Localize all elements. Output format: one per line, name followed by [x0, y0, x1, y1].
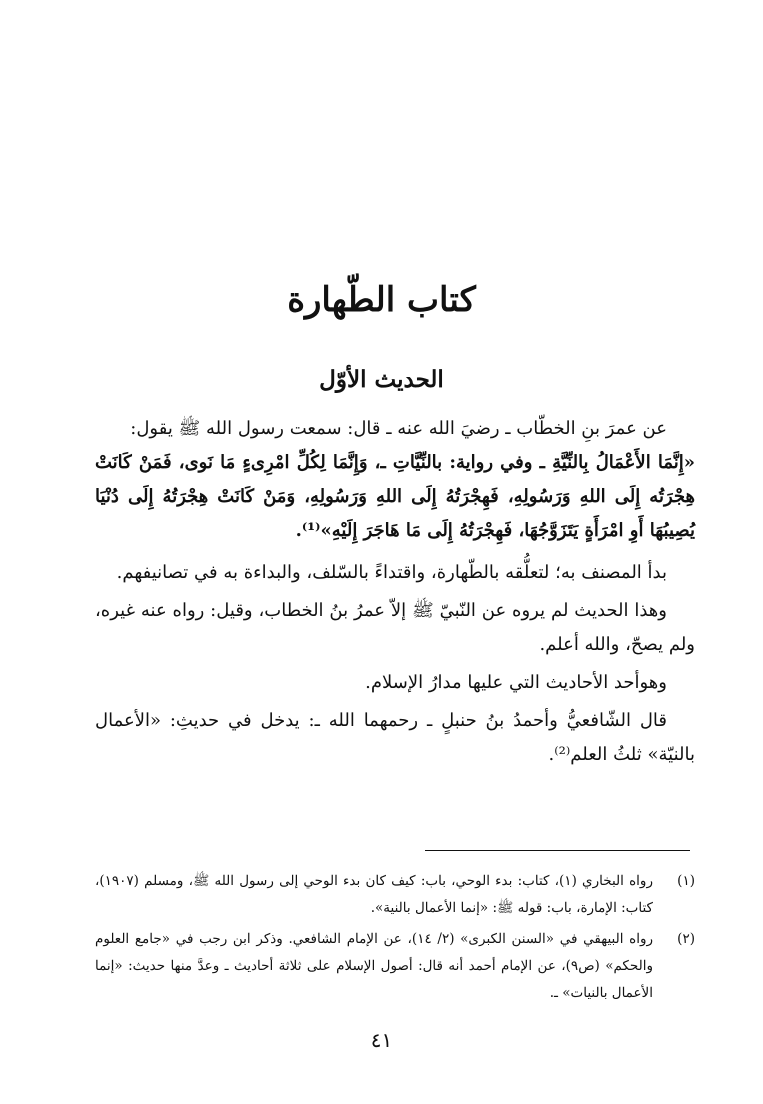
paragraph-1: بدأ المصنف به؛ لتعلُّقه بالطّهارة، واقتداءً بالسّلف، والبداءة به في تصانيفهم.	[116, 562, 667, 583]
footnote-1	[95, 868, 695, 922]
footnote-text: رواه البيهقي في «السنن الكبرى» (٢/ ١٤)، عن الإمام الشافعي. وذكر ابن رجب في «جامع العلوم والحكم» (ص٩)، عن الإمام أحمد أنه قال: أصول الإسلام على ثلاثة أحاديث ـ وعدَّ منها حديث: «إنما الأعمال بالنيات» ـ.	[95, 931, 654, 1001]
main-body	[95, 412, 695, 776]
paragraph-4: قال الشّافعيُّ وأحمدُ بنُ حنبلٍ ـ رحمهما الله ـ: يدخل في حديثِ: «الأعمال بالنيّة» ثلثُ العلم⁽²⁾.	[95, 710, 695, 765]
footnote-2	[95, 926, 695, 1007]
paragraph-2: وهذا الحديث لم يروه عن النّبيّ ﷺ إلاّ عمرُ بنُ الخطاب، وقيل: رواه عنه غيره، ولم يصحّ، والله أعلم.	[95, 600, 695, 655]
book-title: كتاب الطّهارة	[287, 280, 476, 320]
footnote-divider	[425, 850, 690, 851]
paragraph-3: وهوأحد الأحاديث التي عليها مدارُ الإسلام.	[365, 672, 667, 693]
footnote-number: (١)	[677, 873, 695, 889]
footnote-number: (٢)	[677, 931, 695, 947]
narrator-line: عن عمرَ بنِ الخطّاب ـ رضيَ الله عنه ـ قال: سمعت رسول الله ﷺ يقول:	[130, 418, 667, 439]
hadith-text: «إِنَّمَا الأَعْمَالُ بِالنِّيَّةِ ـ وفي رواية: بالنِّيَّاتِ ـ، وَإِنَّمَا لِكُلِّ امْرِىءٍ مَا نَوى، فَمَنْ كَانَتْ هِجْرَتُه إِلَى اللهِ وَرَسُولِهِ، فَهِجْرَتُهُ إِلَى اللهِ وَرَسُولِهِ، وَمَنْ كَانَتْ هِجْرَتُهُ إِلَى دُنْيَا يُصِيبُهَا أَوِ امْرَأَةٍ يَتَزَوَّجُهَا، فَهِجْرَتُهُ إِلَى مَا هَاجَرَ إِلَيْهِ»⁽¹⁾.	[95, 452, 695, 541]
footnotes	[95, 868, 695, 1011]
page-number: ٤١	[370, 1028, 393, 1052]
hadith-heading: الحديث الأوّل	[319, 366, 444, 393]
footnote-text: رواه البخاري (١)، كتاب: بدء الوحي، باب: كيف كان بدء الوحي إلى رسول الله ﷺ، ومسلم (١٩٠٧)، كتاب: الإمارة، باب: قوله ﷺ: «إنما الأعمال بالنية».	[95, 873, 653, 916]
